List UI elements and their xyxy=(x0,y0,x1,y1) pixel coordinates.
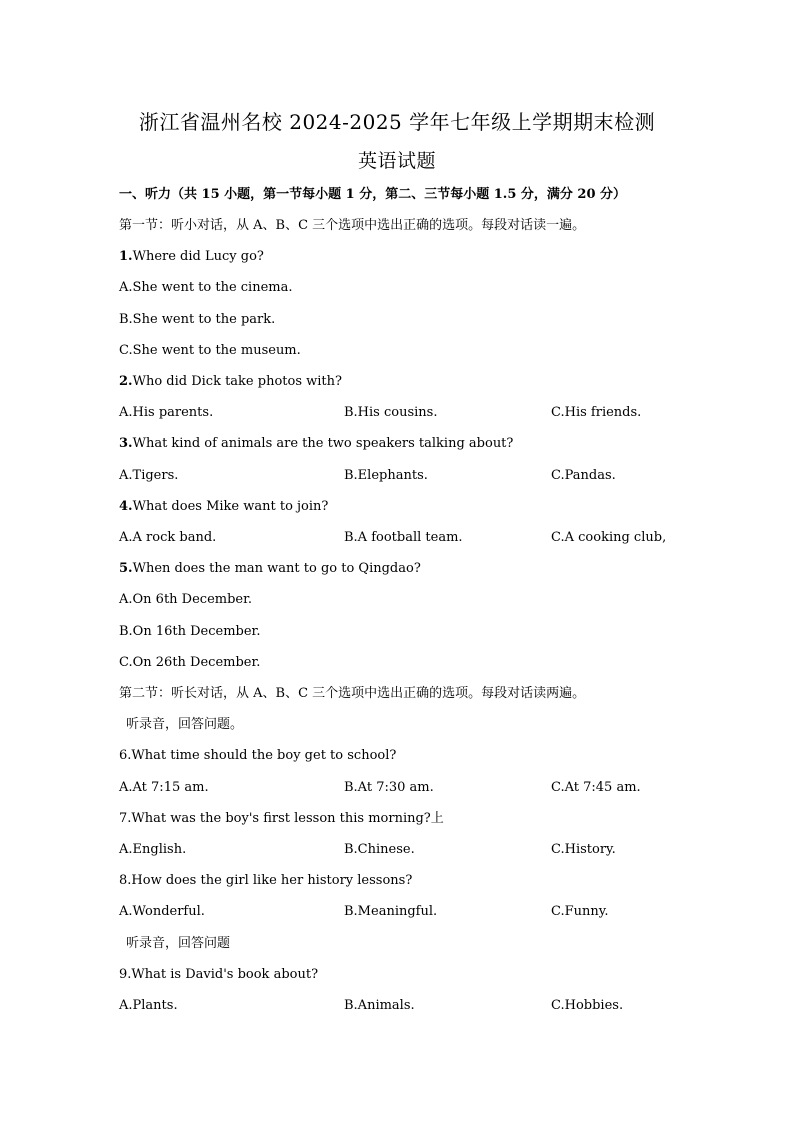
option-a: A.Plants. xyxy=(119,998,178,1013)
question-number: 5. xyxy=(119,561,133,576)
question-5 xyxy=(119,561,421,577)
option-c: C.Hobbies. xyxy=(551,998,624,1013)
option-a: A.Tigers. xyxy=(119,468,179,483)
option-b: B.On 16th December. xyxy=(119,624,261,639)
question-1 xyxy=(119,249,264,265)
question-text: What kind of animals are the two speakers talking about? xyxy=(132,436,514,451)
question-number: 4. xyxy=(119,499,133,514)
question-number: 1. xyxy=(119,249,133,264)
listen-prompt: 听录音，回答问题。 xyxy=(126,717,244,732)
option-a: A.On 6th December. xyxy=(119,592,253,607)
question-text: What does Mike want to join? xyxy=(132,499,329,514)
question-text: What time should the boy get to school? xyxy=(131,748,397,763)
question-6 xyxy=(119,748,396,764)
option-b: B.At 7:30 am. xyxy=(344,780,434,795)
part1-instruction: 第一节：听小对话，从 A、B、C 三个选项中选出正确的选项。每段对话读一遍。 xyxy=(119,218,586,233)
option-c: C.His friends. xyxy=(551,405,642,420)
question-7 xyxy=(119,811,444,827)
question-text: Where did Lucy go? xyxy=(132,249,264,264)
option-a: A.A rock band. xyxy=(119,530,217,545)
question-number: 9. xyxy=(119,967,132,982)
page-title: 浙江省温州名校 2024-2025 学年七年级上学期期末检测 xyxy=(138,110,656,134)
page-subtitle: 英语试题 xyxy=(357,150,436,172)
option-c: C.On 26th December. xyxy=(119,655,261,670)
option-a: A.His parents. xyxy=(119,405,214,420)
question-2 xyxy=(119,374,342,390)
option-b: B.She went to the park. xyxy=(119,312,276,327)
option-a: A.At 7:15 am. xyxy=(119,780,209,795)
question-text: What was the boy's first lesson this morning?上 xyxy=(131,811,444,826)
question-text: Who did Dick take photos with? xyxy=(132,374,342,389)
question-text: How does the girl like her history lessons? xyxy=(131,873,413,888)
question-text: When does the man want to go to Qingdao? xyxy=(132,561,421,576)
option-a: A.Wonderful. xyxy=(119,904,205,919)
question-3 xyxy=(119,436,513,452)
question-8 xyxy=(119,873,412,889)
section-header: 一、听力（共 15 小题，第一节每小题 1 分，第二、三节每小题 1.5 分，满分 20 分） xyxy=(119,187,627,202)
listen-prompt: 听录音，回答问题 xyxy=(126,936,231,951)
option-c: C.Pandas. xyxy=(551,468,616,483)
option-c: C.A cooking club, xyxy=(551,530,667,545)
question-number: 7. xyxy=(119,811,132,826)
option-b: B.Elephants. xyxy=(344,468,428,483)
option-c: C.History. xyxy=(551,842,616,857)
question-text: What is David's book about? xyxy=(131,967,319,982)
option-b: B.Animals. xyxy=(344,998,415,1013)
question-9 xyxy=(119,967,318,983)
question-number: 2. xyxy=(119,374,133,389)
question-number: 6. xyxy=(119,748,132,763)
question-4 xyxy=(119,499,328,515)
option-b: B.Meaningful. xyxy=(344,904,438,919)
question-number: 3. xyxy=(119,436,133,451)
option-a: A.She went to the cinema. xyxy=(119,280,293,295)
question-number: 8. xyxy=(119,873,132,888)
option-c: C.At 7:45 am. xyxy=(551,780,641,795)
part2-instruction: 第二节：听长对话，从 A、B、C 三个选项中选出正确的选项。每段对话读两遍。 xyxy=(119,686,586,701)
option-c: C.She went to the museum. xyxy=(119,343,301,358)
option-a: A.English. xyxy=(119,842,187,857)
option-b: B.Chinese. xyxy=(344,842,415,857)
option-b: B.A football team. xyxy=(344,530,463,545)
option-b: B.His cousins. xyxy=(344,405,438,420)
option-c: C.Funny. xyxy=(551,904,609,919)
